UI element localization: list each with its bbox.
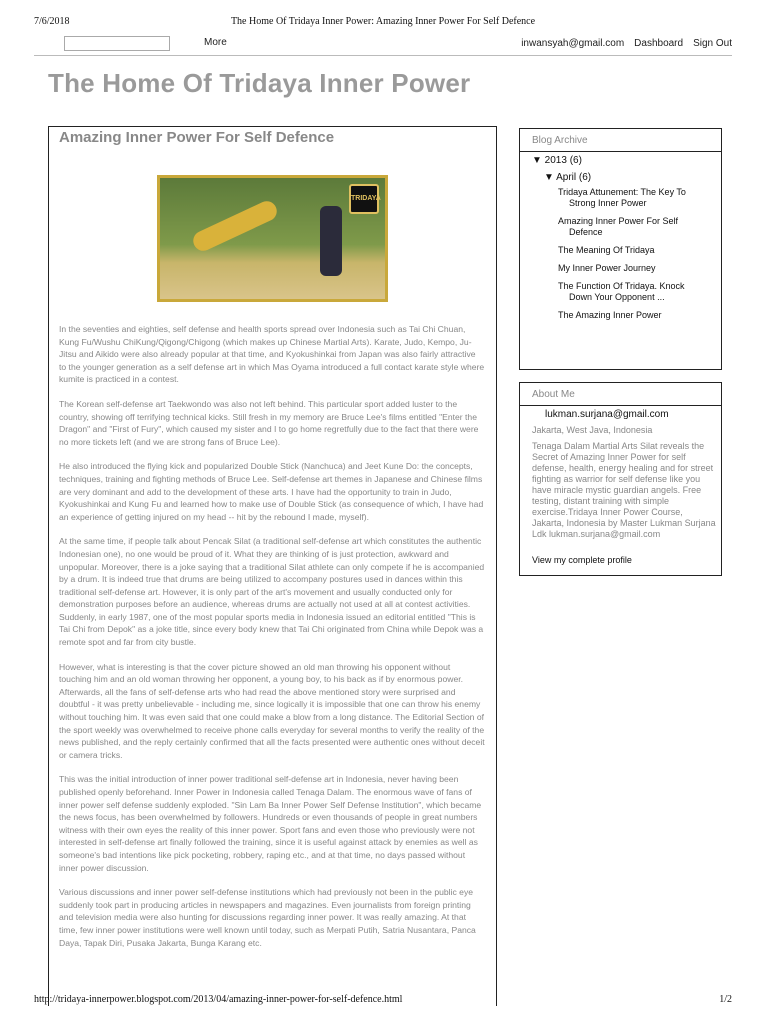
about-me-widget — [519, 382, 722, 576]
print-footer — [34, 994, 732, 1008]
post-image — [157, 175, 388, 302]
author-location: Jakarta, West Java, Indonesia — [532, 425, 653, 435]
blog-archive-widget — [519, 128, 722, 370]
author-email-link[interactable]: lukman.surjana@gmail.com — [545, 409, 669, 420]
print-page-title: The Home Of Tridaya Inner Power: Amazing Inner Power For Self Defence — [230, 16, 536, 27]
print-page-number: 1/2 — [719, 994, 732, 1005]
image-fighter-standing — [320, 206, 342, 276]
post-paragraph: This was the initial introduction of inner power traditional self-defense art in Indonesia, never having been published openly beforehand. Inner Power in Indonesia called Tenaga Dalam. The enormous wave of fans of inner power self defense suddenly exploded. "Sin Lam Ba Inner Power Self Defense Institution", which became the news focus, has been overwhelmed by followers. Hundreds or even thousands of people in great numbers witness with their own eyes the reality of this inner power. Sport fans and even those who previously were not interested in self-defense art finally followed the training, since it is useful against attack by enemies as well as someone's bad intentions like pick pocketing, robbery, raping etc., and at that time, no days passed without inner power discussion. — [59, 774, 482, 873]
sign-out-link[interactable]: Sign Out — [693, 38, 732, 49]
archive-post-list — [558, 187, 708, 328]
dashboard-link[interactable]: Dashboard — [634, 38, 684, 49]
archive-post-link[interactable]: Amazing Inner Power For Self Defence — [558, 216, 679, 237]
archive-year-toggle[interactable]: ▼ 2013 (6) — [532, 155, 582, 166]
print-url: http://tridaya-innerpower.blogspot.com/2013/04/amazing-inner-power-for-self-defence.html — [34, 994, 403, 1005]
post-paragraph: However, what is interesting is that the cover picture showed an old man throwing his opponent without touching him and an old woman throwing her opponent, a young boy, to his back as if by enormous power. Afterwards, all the fans of self-defense arts who had read the above mentioned story were surprised and doubtful - it was pretty unbelievable - including me, since logically it is impossible that one can throw his enemy without touching him. It was even said that one could make a blow from a long distance. The Editorial Section of the sport weekly was overwhelmed to receive phone calls everyday for several months to verify the reality of the news published, and the reply certainly confirmed that all the facts presented were authentic ones without deceit or camera tricks. — [59, 661, 485, 760]
more-link[interactable]: More — [204, 37, 227, 48]
about-me-title: About Me — [520, 383, 721, 406]
archive-post-link[interactable]: The Meaning Of Tridaya — [558, 245, 655, 255]
navbar-user-links — [521, 38, 732, 49]
search-input[interactable] — [64, 36, 170, 51]
post-paragraph: In the seventies and eighties, self defense and health sports spread over Indonesia such as Tai Chi Chuan, Kung Fu/Wushu ChiKung/Qigong/Chigong (which makes up Chinese Martial Arts). Karate, Judo, Kempo, Ju-Jitsu and Aikido were also already popular at that time, and Kyokushinkai from Japan was also fairly attractive to the younger generation as a self defense art in which Mas Oyama introduced a full contact karate style where kumite is practiced in a contest. — [59, 324, 485, 385]
blog-title[interactable]: The Home Of Tridaya Inner Power — [48, 68, 471, 98]
print-header — [34, 16, 732, 30]
post-body — [59, 323, 485, 961]
user-email: inwansyah@gmail.com — [521, 38, 625, 49]
post-paragraph: Various discussions and inner power self-defense institutions which had previously not been in the public eye suddenly took part in producing articles in newspapers and magazines. Even journalists from foreign printing and television media were also hunting for discussions regarding inner power. It was really amazing. At that time, few inner power institutions were well known until today, such as Merpati Putih, Satria Nusantara, Panca Daya, Tapak Diri, Pusaka Jakarta, Bunga Karang etc. — [59, 887, 476, 948]
archive-post-link[interactable]: Tridaya Attunement: The Key To Strong Inner Power — [558, 187, 686, 208]
archive-post-link[interactable]: The Function Of Tridaya. Knock Down Your Opponent ... — [558, 281, 685, 302]
archive-post-link[interactable]: My Inner Power Journey — [558, 263, 656, 273]
post-paragraph: The Korean self-defense art Taekwondo was also not left behind. This particular sport added luster to the country, showing off terrifying technical kicks. Still fresh in my memory are Bruce Lee's films entitled "Enter the Dragon" and "First of Fury", which caused my sister and I to go home regretfully due to the fact that there were no more tickets left (and we are strong fans of Bruce Lee). — [59, 398, 479, 447]
blog-archive-title: Blog Archive — [520, 129, 721, 152]
print-date: 7/6/2018 — [34, 16, 70, 27]
blogger-navbar — [34, 34, 732, 56]
archive-month-toggle[interactable]: ▼ April (6) — [544, 172, 592, 183]
tridaya-logo: TRIDAYA — [349, 184, 379, 214]
main-post-column — [48, 126, 497, 1006]
post-title[interactable]: Amazing Inner Power For Self Defence — [59, 129, 335, 146]
author-description: Tenaga Dalam Martial Arts Silat reveals the Secret of Amazing Inner Power for self defense, health, energy healing and for street fighting as warrior for self defense like you have miracle mystic guardian angels. Free testing, distant training with simple exercise.Tridaya Inner Power Course, Jakarta, Indonesia by Master Lukman Surjana Ldk lukman.surjana@gmail.com — [532, 441, 716, 539]
post-paragraph: He also introduced the flying kick and popularized Double Stick (Nanchuca) and Jeet Kune Do: the concepts, techniques, training and fighting methods of Bruce Lee. Self-defense art themes in Japanese and Chinese films are very dominant and add to the development of these arts. I have had the opportunity to train in Judo, Kyokushinkai and Kung Fu and learned how to make use of Double Stick (as consequence of which, I have had an experience of getting injured on my head -- hit by the rebound I made, myself). — [59, 461, 484, 522]
view-profile-link[interactable]: View my complete profile — [532, 555, 632, 565]
image-fighter-kicking — [190, 198, 280, 254]
archive-post-link[interactable]: The Amazing Inner Power — [558, 310, 662, 320]
post-paragraph: At the same time, if people talk about Pencak Silat (a traditional self-defense art which constitutes the authentic Indonesian one), no one would be proud of it. What they are thinking of is just protection, awkward and unpopular. Moreover, there is a joke saying that a traditional Silat athlete can only compete if he is accompanied by a drum. It is indeed true that drums are being utilized to accompany postures used in dances within this traditional self-defense art. However, it is only part of the art's movement and usually conducted only for demonstration purposes before an audience, whereas drums are actually not used at all at contest activities. Suddenly, in early 1987, one of the most popular sports media in Indonesia issued an editorial entitled "This is Tai Chi from Depok" as a joke title, since every body knew that Tai Chi originated from China while Depok was a remote spot and far from city bustle. — [59, 536, 485, 648]
